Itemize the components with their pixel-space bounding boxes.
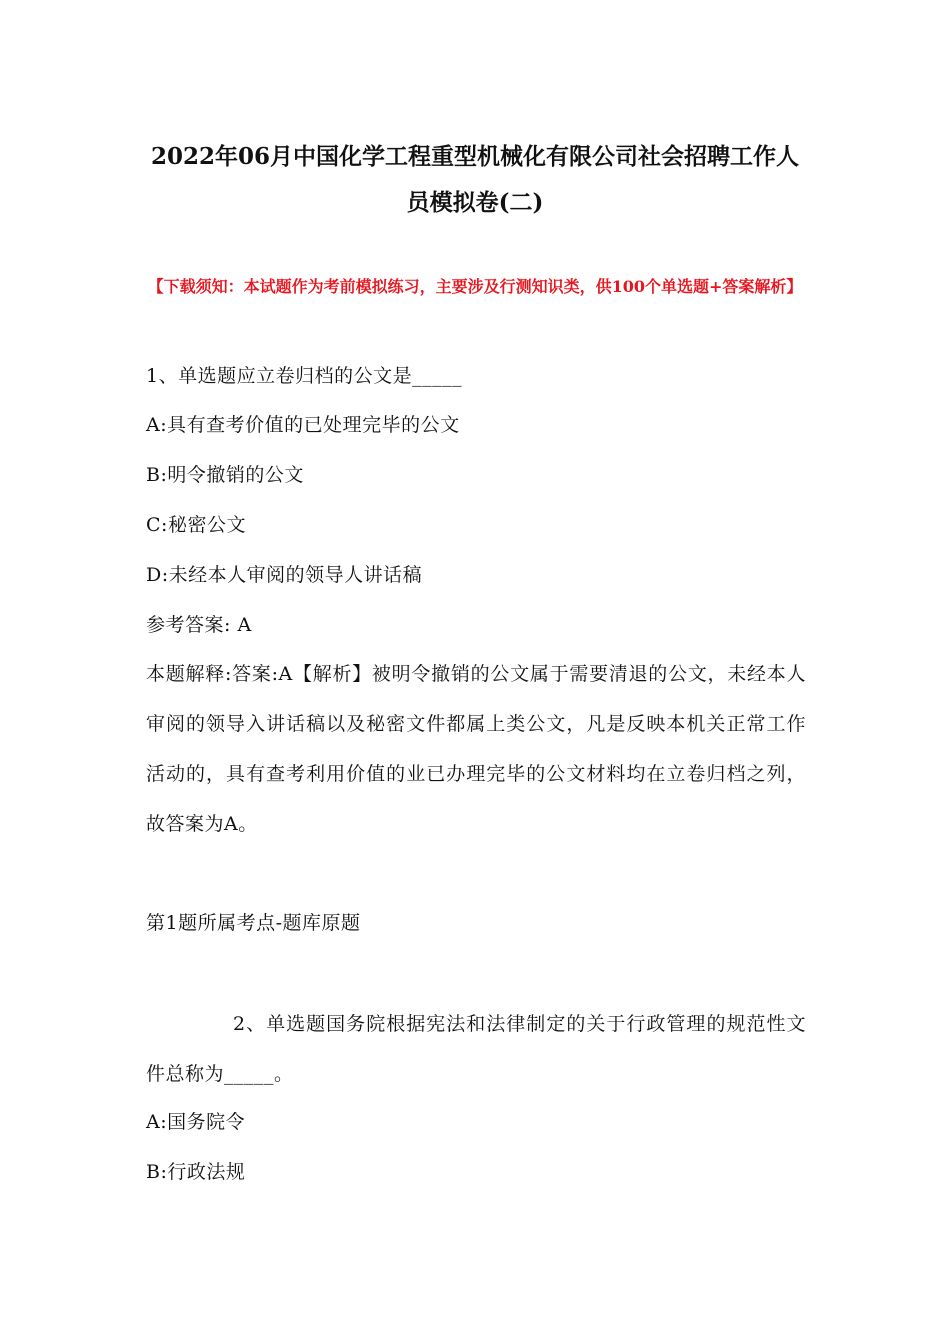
- question-1-answer: 参考答案: A: [146, 614, 252, 636]
- question-2-option-a: A:国务院令: [146, 1111, 246, 1133]
- question-1-option-b: B:明令撤销的公文: [146, 464, 304, 486]
- document-title: 2022年06月中国化学工程重型机械化有限公司社会招聘工作人员模拟卷(二): [150, 143, 800, 216]
- question-1-topic: 第1题所属考点-题库原题: [146, 912, 361, 934]
- question-1-stem: 1、单选题应立卷归档的公文是_____: [146, 365, 463, 387]
- download-notice: 【下载须知：本试题作为考前模拟练习，主要涉及行测知识类，供100个单选题+答案解析】: [147, 277, 803, 296]
- question-1-option-d: D:未经本人审阅的领导人讲话稿: [146, 564, 423, 586]
- question-2-stem: 2、单选题国务院根据宪法和法律制定的关于行政管理的规范性文件总称为_____。: [146, 1013, 806, 1085]
- question-1-explanation: 本题解释:答案:A【解析】被明令撤销的公文属于需要清退的公文，未经本人审阅的领导入讲话稿以及秘密文件都属上类公文，凡是反映本机关正常工作活动的，具有查考利用价值的业已办理完毕的公文材料均在立卷归档之列，故答案为A。: [146, 663, 806, 835]
- question-1-option-c: C:秘密公文: [146, 514, 246, 536]
- question-1-option-a: A:具有查考价值的已处理完毕的公文: [146, 414, 460, 436]
- question-2-option-b: B:行政法规: [146, 1161, 246, 1183]
